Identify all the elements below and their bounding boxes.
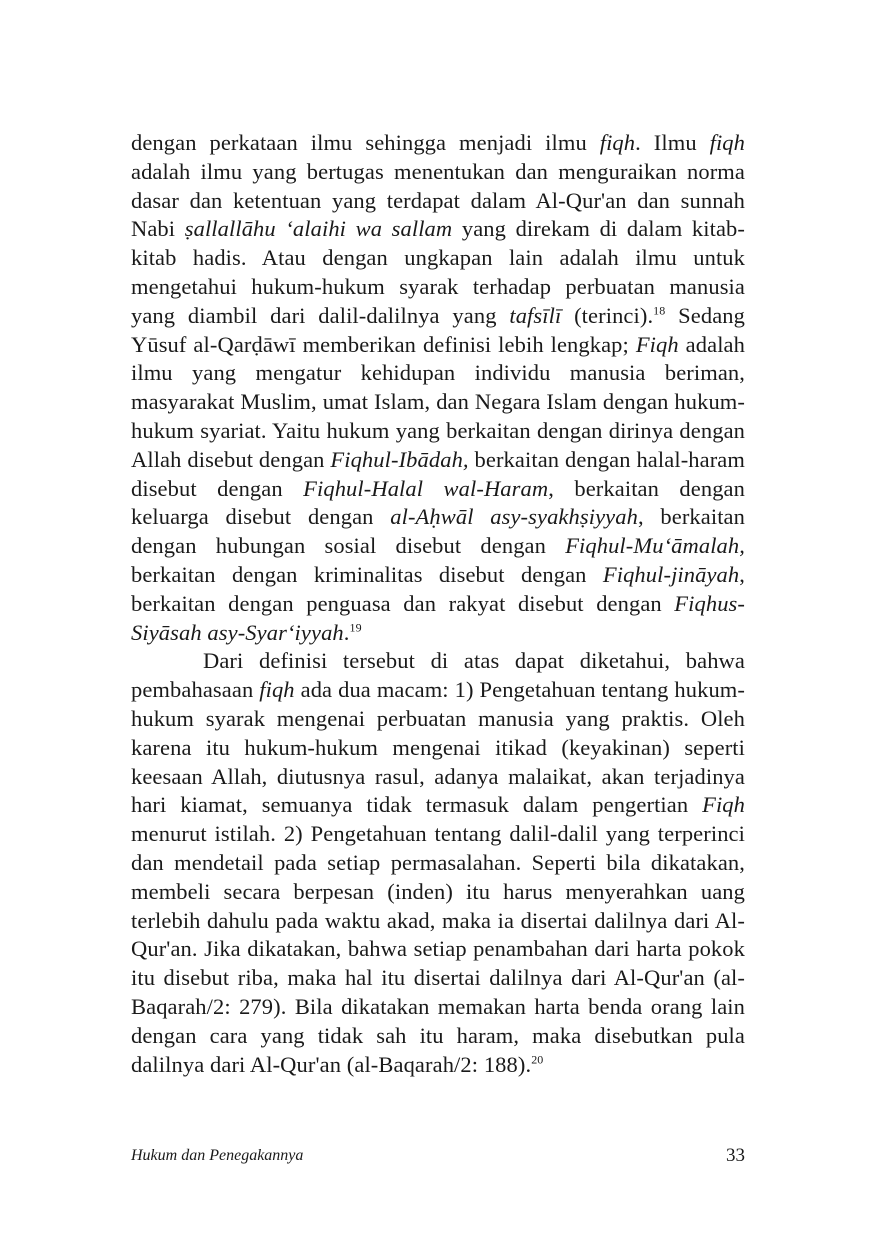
text-run: Dari definisi tersebut di atas dapat diketahui, bahwa pembahasaan <box>131 648 745 703</box>
footnote-reference: 18 <box>653 303 666 318</box>
text-run: menurut istilah. 2) Pengetahuan tentang dalil-dalil yang terperinci dan mendetail pada setiap permasalahan. Seperti bila dikatakan, membeli secara berpesan (inden) itu harus menyerahkan uang terlebih dahulu pada waktu akad, maka ia disertai dalilnya dari Al-Qur'an. Jika dikatakan, bahwa setiap penambahan dari harta pokok itu disebut riba, maka hal itu disertai dalilnya dari Al-Qur'an (al-Baqarah/2: 279). Bila dikatakan memakan harta benda orang lain dengan cara yang tidak sah itu haram, maka disebutkan pula dalilnya dari Al-Qur'an (al-Baqarah/2: 188). <box>131 821 745 1077</box>
text-run: berkaitan dengan kriminalitas disebut dengan <box>131 561 603 587</box>
text-run: adalah ilmu yang bertugas menentukan dan menguraikan norma dasar dan ketentuan yang terdapat dalam Al-Qur'an dan sunnah Nabi <box>131 158 745 242</box>
italic-term: al-Aḥwāl asy-syakhṣiyyah <box>390 504 638 530</box>
text-run: adalah ilmu yang mengatur kehidupan individu manusia beriman, masyarakat Muslim, umat Islam, dan Negara Islam dengan hukum-hukum syariat. Yaitu hukum yang berkaitan dengan dirinya dengan Allah disebut dengan <box>131 331 745 472</box>
italic-term: fiqh <box>599 130 636 155</box>
body-text <box>131 129 745 1079</box>
footnote-reference: 20 <box>531 1052 544 1066</box>
paragraph <box>131 129 745 647</box>
text-run: , berkaitan dengan hubungan sosial disebut dengan <box>131 504 745 559</box>
text-run: , berkaitan dengan keluarga disebut dengan <box>131 475 745 530</box>
italic-term: ṣallallāhu ‘alaihi wa sallam <box>184 216 453 242</box>
paragraph <box>131 647 745 1079</box>
italic-term: Fiqhul-Mu‘āmalah, <box>565 533 745 559</box>
running-footer-title: Hukum dan Penegakannya <box>131 1147 304 1164</box>
text-run: berkaitan dengan halal-haram disebut dengan <box>131 446 745 501</box>
text-run: ada dua macam: 1) Pengetahuan tentang hukum-hukum syarak mengenai perbuatan manusia yang praktis. Oleh karena itu hukum-hukum mengenai itikad (keyakinan) seperti keesaan Allah, diutusnya rasul, adanya malaikat, akan terjadinya hari kiamat, semuanya tidak termasuk dalam pengertian <box>131 677 745 818</box>
italic-term: Fiqh <box>702 792 745 818</box>
italic-term: fiqh <box>259 677 295 703</box>
italic-term: Fiqhul-Ibādah, <box>330 446 469 472</box>
text-run: . Ilmu <box>635 130 710 155</box>
italic-term: fiqh <box>709 130 745 155</box>
text-run: dengan perkataan ilmu sehingga menjadi ilmu <box>131 130 600 155</box>
text-run: . <box>343 619 350 645</box>
footnote-reference: 19 <box>349 620 362 635</box>
italic-term: Fiqhul-Halal wal-Haram <box>303 475 549 501</box>
text-run: Sedang Yūsuf al-Qarḍāwī memberikan definisi lebih lengkap; <box>131 302 745 357</box>
italic-term: Fiqhus-Siyāsah asy-Syar‘iyyah <box>131 590 745 645</box>
text-run: (terinci). <box>561 302 654 328</box>
italic-term: Fiqh <box>635 331 679 357</box>
text-run: yang direkam di dalam kitab-kitab hadis. Atau dengan ungkapan lain adalah ilmu untuk mengetahui hukum-hukum syarak terhadap perbuatan manusia yang diambil dari dalil-dalilnya yang <box>131 216 745 328</box>
page-number: 33 <box>726 1145 745 1166</box>
italic-term: tafsīlī <box>509 302 562 328</box>
italic-term: Fiqhul-jināyah <box>602 561 740 587</box>
text-run: , berkaitan dengan penguasa dan rakyat disebut dengan <box>131 561 745 616</box>
